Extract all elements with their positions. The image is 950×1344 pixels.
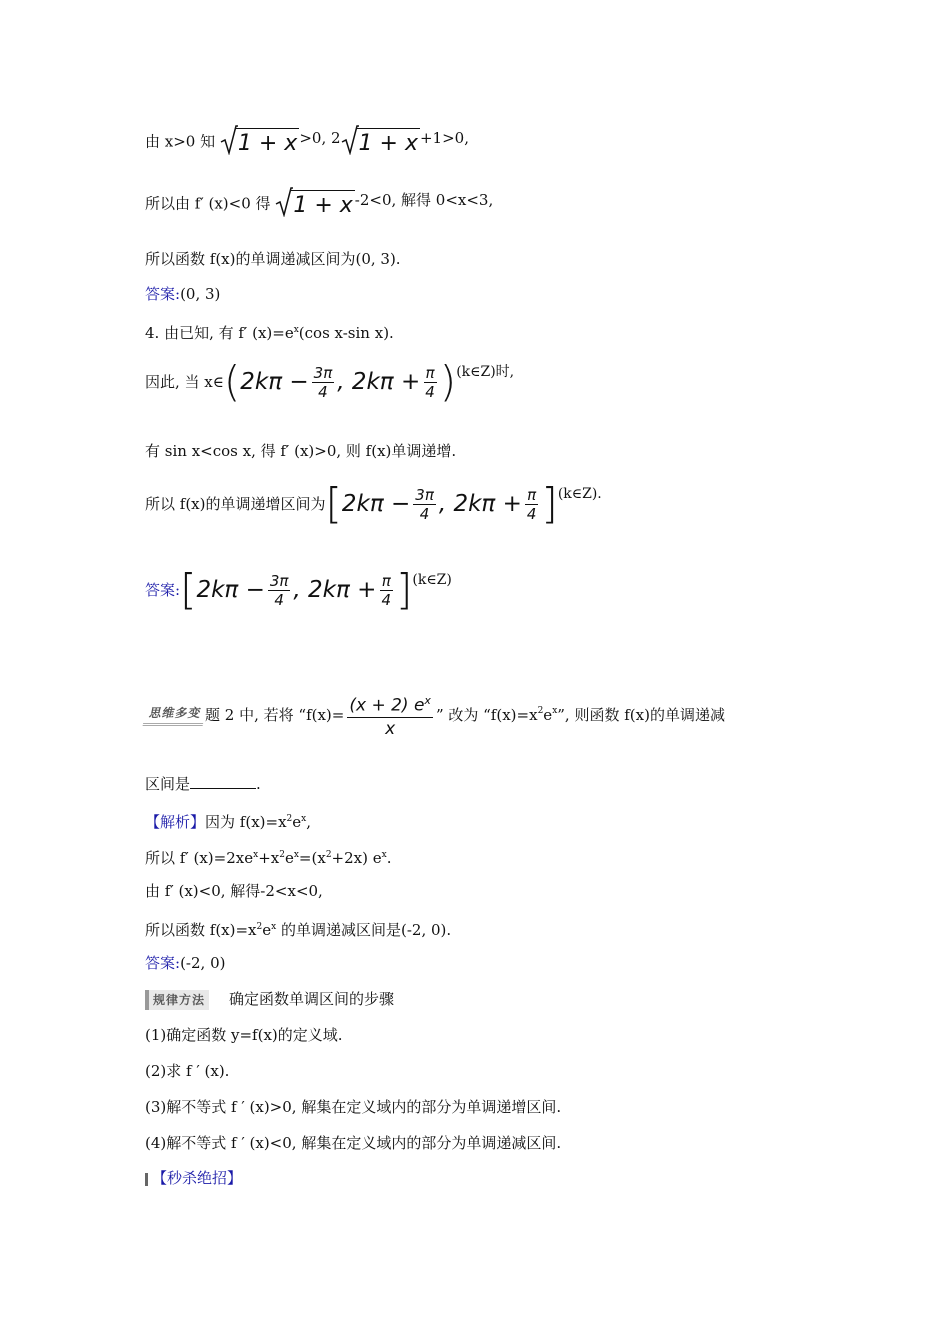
- step-3: (3)解不等式 f ′ (x)>0, 解集在定义域内的部分为单调递增区间.: [145, 1098, 562, 1116]
- answer-blank: [190, 774, 256, 789]
- superscript: 2: [286, 814, 293, 824]
- answer-line-2: [145, 565, 452, 620]
- line-problem-4: [145, 320, 394, 343]
- trick-heading: 【秒杀绝招】: [152, 1169, 243, 1187]
- numerator: 3π: [269, 571, 289, 590]
- numerator: π: [381, 571, 391, 590]
- superscript: x: [552, 705, 558, 716]
- line-result-interval: [145, 917, 451, 940]
- sqrt-expression: [275, 190, 354, 219]
- step-2: (2)求 f ′ (x).: [145, 1062, 230, 1080]
- superscript: 2: [279, 850, 285, 860]
- numerator: 3π: [415, 485, 434, 504]
- text: 由 x>0 知: [145, 132, 216, 151]
- line-derivative: [145, 845, 391, 868]
- fraction: [312, 364, 335, 401]
- text: (k∈Z): [412, 572, 452, 588]
- line-analysis: [145, 809, 311, 832]
- text: 所以函数 f(x)=x: [145, 921, 257, 939]
- math-term: 2kπ −: [196, 577, 265, 603]
- sqrt-body: 1 + x: [357, 128, 420, 157]
- numerator: (x + 2) e: [349, 695, 425, 716]
- text: ,: [306, 813, 312, 831]
- numerator: π: [425, 363, 435, 382]
- answer-line-3: [145, 953, 225, 973]
- line-method: [145, 989, 394, 1010]
- sqrt-expression: [220, 128, 299, 157]
- line-trick-heading: [145, 1168, 242, 1188]
- text: ” 改为 “f(x)=x: [435, 705, 538, 724]
- line-variation: [145, 690, 725, 738]
- answer-value: (0, 3): [180, 285, 221, 303]
- text: e: [262, 921, 272, 939]
- line-fill-blank: [145, 774, 261, 794]
- math-term: 2kπ −: [341, 491, 411, 517]
- text: e: [543, 705, 553, 724]
- text: (k∈Z)时,: [456, 364, 515, 380]
- answer-value: (-2, 0): [180, 954, 226, 972]
- text: 题 2 中, 若将 “f(x)=: [205, 705, 345, 724]
- text: 所以 f(x)的单调递增区间为: [145, 495, 326, 513]
- text: (cos x-sin x).: [298, 324, 394, 342]
- right-bracket: ]: [395, 565, 413, 614]
- text: .: [386, 849, 392, 867]
- math-term: 2kπ −: [240, 369, 309, 395]
- superscript: 2: [325, 850, 332, 860]
- text: =(x: [298, 849, 326, 867]
- text: +x: [258, 849, 280, 867]
- denominator: x: [385, 718, 396, 739]
- text: -2<0, 解得 0<x<3,: [354, 191, 494, 209]
- line-increasing-interval: [145, 479, 602, 534]
- denominator: 4: [318, 382, 328, 401]
- superscript: 2: [256, 922, 263, 932]
- badge-rule-method: 规律方法: [145, 990, 209, 1010]
- heading-bar: [145, 1173, 148, 1186]
- right-paren: ): [439, 357, 457, 406]
- fraction: [379, 572, 393, 609]
- answer-label: 答案:: [145, 954, 181, 972]
- text: +2x) e: [331, 849, 382, 867]
- answer-label: 答案:: [145, 285, 181, 303]
- text: .: [256, 775, 261, 793]
- text: 所以由 f′ (x)<0 得: [145, 194, 271, 213]
- fraction: [413, 486, 436, 523]
- sqrt-body: 1 + x: [291, 190, 354, 219]
- left-bracket: [: [325, 479, 342, 528]
- superscript: x: [253, 850, 259, 860]
- badge-thinking-variation: 思维多变: [143, 703, 208, 726]
- math-term: , 2kπ +: [293, 577, 377, 603]
- line-sqrt-condition: [145, 128, 469, 157]
- left-bracket: [: [180, 565, 197, 614]
- fraction: [525, 486, 539, 523]
- right-bracket: ]: [541, 479, 558, 528]
- sqrt-expression: [341, 128, 420, 157]
- fraction: [268, 572, 291, 609]
- text: >0, 2: [299, 129, 341, 147]
- step-1: (1)确定函数 y=f(x)的定义域.: [145, 1026, 343, 1044]
- text: ”, 则函数 f(x)的单调递减: [557, 705, 725, 724]
- line-derivative-solve: [145, 190, 493, 219]
- superscript: x: [293, 850, 299, 860]
- text: 确定函数单调区间的步骤: [229, 990, 395, 1008]
- denominator: 4: [381, 590, 391, 609]
- text: e: [292, 813, 302, 831]
- text: 4. 由已知, 有 f′ (x)=e: [145, 324, 294, 342]
- text: e: [284, 849, 294, 867]
- line-sin-cos: 有 sin x<cos x, 得 f′ (x)>0, 则 f(x)单调递增.: [145, 442, 457, 460]
- superscript: x: [424, 694, 431, 707]
- numerator: π: [527, 485, 537, 504]
- sqrt-body: 1 + x: [236, 128, 299, 157]
- text: 所以 f′ (x)=2xe: [145, 849, 254, 867]
- text: 因为 f(x)=x: [205, 813, 287, 831]
- denominator: 4: [526, 504, 537, 523]
- text: +1>0,: [419, 129, 469, 147]
- line-solve-inequality: 由 f′ (x)<0, 解得-2<x<0,: [145, 882, 323, 900]
- denominator: 4: [425, 382, 435, 401]
- math-term: , 2kπ +: [438, 491, 522, 517]
- line-interval-condition: [145, 357, 515, 412]
- answer-line-1: [145, 284, 220, 304]
- superscript: x: [381, 850, 387, 860]
- superscript: x: [271, 922, 277, 932]
- answer-label: 答案:: [145, 581, 181, 599]
- text: 区间是: [145, 775, 191, 793]
- fraction: [423, 364, 437, 401]
- text: (k∈Z).: [557, 486, 602, 502]
- left-paren: (: [223, 357, 241, 406]
- superscript: 2: [537, 705, 544, 716]
- line-decreasing-interval: 所以函数 f(x)的单调递减区间为(0, 3).: [145, 250, 401, 268]
- superscript: x: [301, 814, 307, 824]
- analysis-label: 【解析】: [145, 813, 206, 831]
- fraction: [347, 690, 433, 740]
- numerator: 3π: [313, 363, 333, 382]
- text: 因此, 当 x∈: [145, 373, 224, 391]
- math-term: , 2kπ +: [337, 369, 421, 395]
- denominator: 4: [274, 590, 284, 609]
- step-4: (4)解不等式 f ′ (x)<0, 解集在定义域内的部分为单调递减区间.: [145, 1134, 562, 1152]
- denominator: 4: [419, 504, 430, 523]
- text: 的单调递减区间是(-2, 0).: [276, 921, 452, 939]
- superscript: x: [293, 325, 299, 335]
